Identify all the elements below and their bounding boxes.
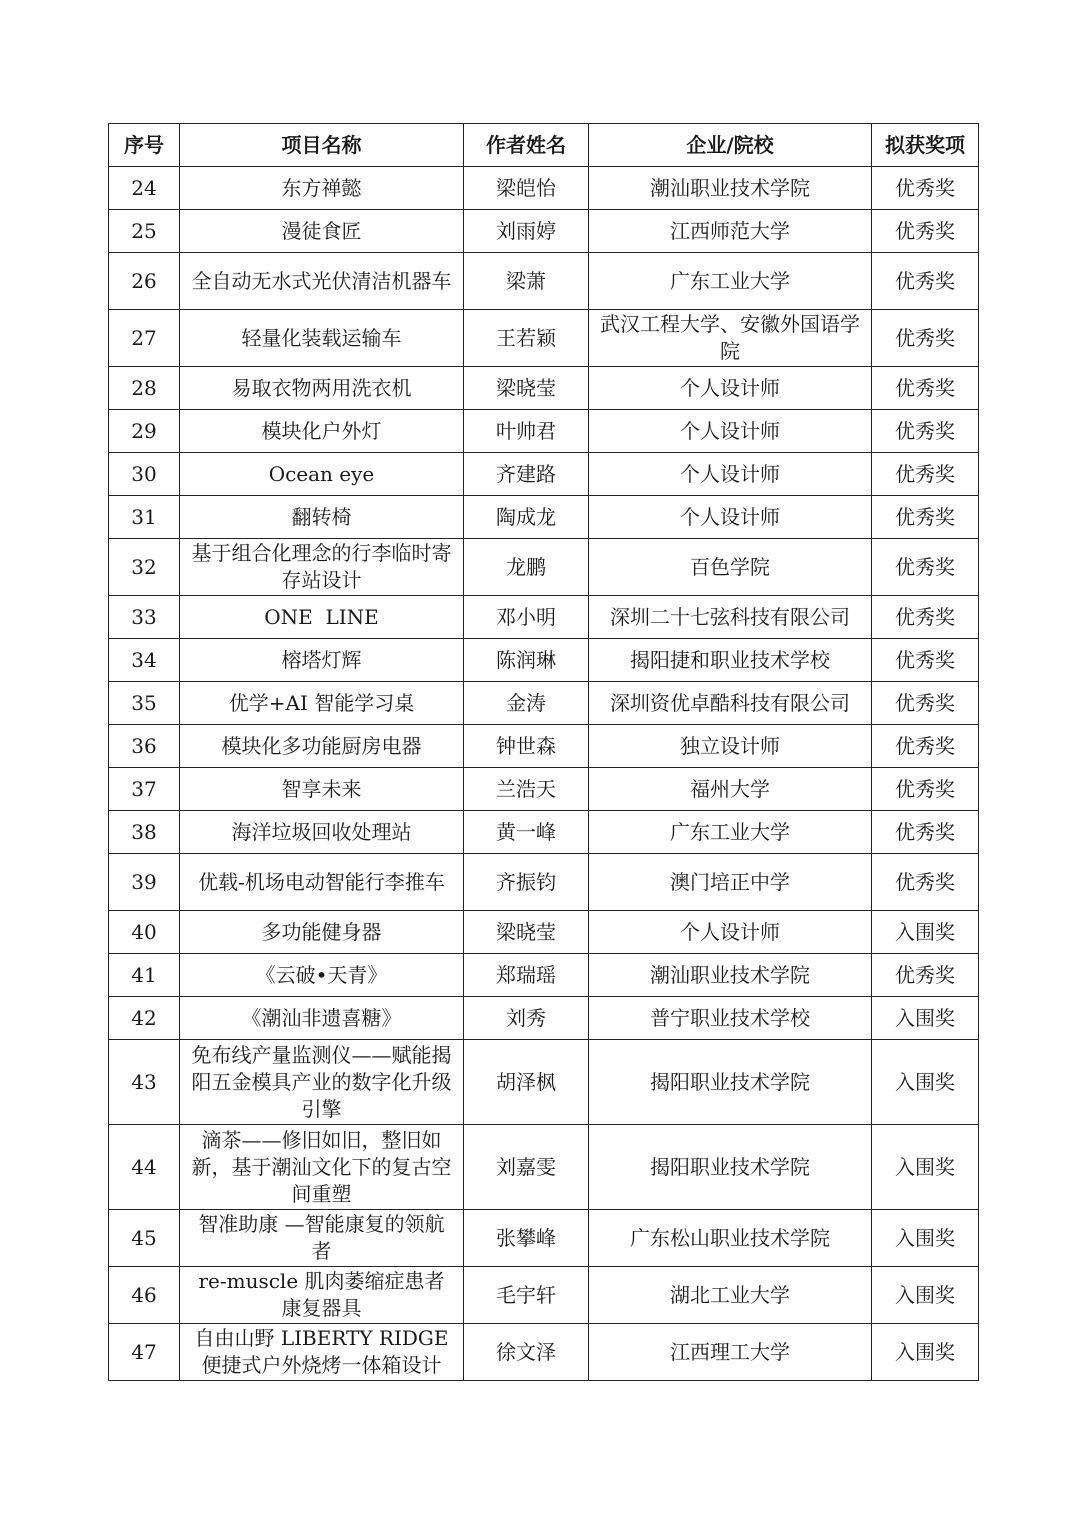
row-no: 27 (109, 310, 180, 367)
table-row (109, 1040, 979, 1125)
row-project-name: 榕塔灯辉 (180, 639, 464, 682)
row-no: 24 (109, 167, 180, 210)
row-author: 刘雨婷 (464, 210, 589, 253)
table-row (109, 997, 979, 1040)
row-project-name: 自由山野 LIBERTY RIDGE 便捷式户外烧烤一体箱设计 (180, 1324, 464, 1381)
row-author: 刘嘉雯 (464, 1125, 589, 1210)
row-organization: 揭阳捷和职业技术学校 (589, 639, 872, 682)
row-organization: 江西师范大学 (589, 210, 872, 253)
row-no: 39 (109, 854, 180, 911)
table-row (109, 539, 979, 596)
table-row (109, 596, 979, 639)
row-organization: 揭阳职业技术学院 (589, 1125, 872, 1210)
table-row (109, 410, 979, 453)
row-award: 优秀奖 (872, 954, 979, 997)
row-organization: 广东工业大学 (589, 811, 872, 854)
table-row (109, 1324, 979, 1381)
table-row (109, 854, 979, 911)
row-project-name: Ocean eye (180, 453, 464, 496)
table-row (109, 768, 979, 811)
row-no: 25 (109, 210, 180, 253)
row-award: 入围奖 (872, 911, 979, 954)
header-award: 拟获奖项 (872, 124, 979, 167)
table-row (109, 1125, 979, 1210)
table-row (109, 367, 979, 410)
row-author: 齐建路 (464, 453, 589, 496)
row-award: 优秀奖 (872, 210, 979, 253)
header-organization: 企业/院校 (589, 124, 872, 167)
row-award: 优秀奖 (872, 253, 979, 310)
row-award: 优秀奖 (872, 453, 979, 496)
row-author: 郑瑞瑶 (464, 954, 589, 997)
row-project-name: 模块化户外灯 (180, 410, 464, 453)
row-project-name: 滴茶——修旧如旧，整旧如新，基于潮汕文化下的复古空间重塑 (180, 1125, 464, 1210)
row-author: 徐文泽 (464, 1324, 589, 1381)
row-no: 46 (109, 1267, 180, 1324)
row-author: 梁皑怡 (464, 167, 589, 210)
row-project-name: 全自动无水式光伏清洁机器车 (180, 253, 464, 310)
row-author: 张攀峰 (464, 1210, 589, 1267)
row-award: 优秀奖 (872, 639, 979, 682)
row-author: 梁晓莹 (464, 367, 589, 410)
table-row (109, 911, 979, 954)
row-organization: 个人设计师 (589, 911, 872, 954)
table-row (109, 496, 979, 539)
row-organization: 澳门培正中学 (589, 854, 872, 911)
row-no: 45 (109, 1210, 180, 1267)
row-author: 金涛 (464, 682, 589, 725)
row-award: 优秀奖 (872, 682, 979, 725)
table-row (109, 1210, 979, 1267)
row-author: 邓小明 (464, 596, 589, 639)
row-project-name: 优学+AI 智能学习桌 (180, 682, 464, 725)
table-row (109, 210, 979, 253)
row-project-name: 海洋垃圾回收处理站 (180, 811, 464, 854)
table-row (109, 1267, 979, 1324)
row-organization: 广东松山职业技术学院 (589, 1210, 872, 1267)
row-no: 28 (109, 367, 180, 410)
row-no: 42 (109, 997, 180, 1040)
row-award: 优秀奖 (872, 367, 979, 410)
row-award: 优秀奖 (872, 167, 979, 210)
row-author: 齐振钧 (464, 854, 589, 911)
row-no: 47 (109, 1324, 180, 1381)
row-no: 26 (109, 253, 180, 310)
row-project-name: 模块化多功能厨房电器 (180, 725, 464, 768)
row-organization: 潮汕职业技术学院 (589, 167, 872, 210)
row-project-name: 易取衣物两用洗衣机 (180, 367, 464, 410)
row-organization: 个人设计师 (589, 496, 872, 539)
row-project-name: 基于组合化理念的行李临时寄存站设计 (180, 539, 464, 596)
row-organization: 揭阳职业技术学院 (589, 1040, 872, 1125)
row-author: 黄一峰 (464, 811, 589, 854)
row-no: 30 (109, 453, 180, 496)
table-row (109, 811, 979, 854)
row-project-name: 智享未来 (180, 768, 464, 811)
row-organization: 个人设计师 (589, 453, 872, 496)
row-project-name: 东方禅懿 (180, 167, 464, 210)
row-organization: 广东工业大学 (589, 253, 872, 310)
row-award: 优秀奖 (872, 596, 979, 639)
table-row (109, 954, 979, 997)
row-organization: 个人设计师 (589, 410, 872, 453)
row-project-name: 智准助康 —智能康复的领航者 (180, 1210, 464, 1267)
row-organization: 独立设计师 (589, 725, 872, 768)
row-no: 36 (109, 725, 180, 768)
row-award: 优秀奖 (872, 725, 979, 768)
header-no: 序号 (109, 124, 180, 167)
award-table (108, 123, 979, 1381)
table-row (109, 453, 979, 496)
row-author: 钟世森 (464, 725, 589, 768)
row-award: 优秀奖 (872, 768, 979, 811)
table-row (109, 167, 979, 210)
header-author: 作者姓名 (464, 124, 589, 167)
row-award: 优秀奖 (872, 496, 979, 539)
header-project-name: 项目名称 (180, 124, 464, 167)
table-row (109, 310, 979, 367)
row-no: 29 (109, 410, 180, 453)
row-author: 叶帅君 (464, 410, 589, 453)
row-organization: 深圳二十七弦科技有限公司 (589, 596, 872, 639)
row-author: 王若颖 (464, 310, 589, 367)
row-no: 40 (109, 911, 180, 954)
row-award: 入围奖 (872, 1210, 979, 1267)
row-project-name: 优载-机场电动智能行李推车 (180, 854, 464, 911)
header-row (109, 124, 979, 167)
row-author: 陶成龙 (464, 496, 589, 539)
row-organization: 福州大学 (589, 768, 872, 811)
row-no: 38 (109, 811, 180, 854)
row-organization: 武汉工程大学、安徽外国语学院 (589, 310, 872, 367)
row-award: 优秀奖 (872, 854, 979, 911)
row-organization: 江西理工大学 (589, 1324, 872, 1381)
row-organization: 百色学院 (589, 539, 872, 596)
row-project-name: 多功能健身器 (180, 911, 464, 954)
row-no: 31 (109, 496, 180, 539)
row-author: 胡泽枫 (464, 1040, 589, 1125)
row-award: 入围奖 (872, 1267, 979, 1324)
row-project-name: re-muscle 肌肉萎缩症患者康复器具 (180, 1267, 464, 1324)
row-project-name: 《云破•天青》 (180, 954, 464, 997)
row-no: 43 (109, 1040, 180, 1125)
table-row (109, 682, 979, 725)
row-organization: 潮汕职业技术学院 (589, 954, 872, 997)
row-no: 32 (109, 539, 180, 596)
row-project-name: ONE LINE (180, 596, 464, 639)
row-award: 入围奖 (872, 1040, 979, 1125)
row-no: 35 (109, 682, 180, 725)
row-no: 41 (109, 954, 180, 997)
row-no: 37 (109, 768, 180, 811)
row-project-name: 翻转椅 (180, 496, 464, 539)
row-award: 入围奖 (872, 997, 979, 1040)
row-project-name: 免布线产量监测仪——赋能揭阳五金模具产业的数字化升级引擎 (180, 1040, 464, 1125)
row-award: 入围奖 (872, 1125, 979, 1210)
row-author: 刘秀 (464, 997, 589, 1040)
row-no: 44 (109, 1125, 180, 1210)
table-row (109, 725, 979, 768)
row-author: 陈润琳 (464, 639, 589, 682)
row-no: 34 (109, 639, 180, 682)
row-project-name: 漫徒食匠 (180, 210, 464, 253)
table-row (109, 253, 979, 310)
row-author: 毛宇轩 (464, 1267, 589, 1324)
row-award: 优秀奖 (872, 811, 979, 854)
row-no: 33 (109, 596, 180, 639)
row-organization: 个人设计师 (589, 367, 872, 410)
row-award: 优秀奖 (872, 539, 979, 596)
row-author: 梁晓莹 (464, 911, 589, 954)
table-row (109, 639, 979, 682)
row-award: 入围奖 (872, 1324, 979, 1381)
row-project-name: 轻量化装载运输车 (180, 310, 464, 367)
row-author: 兰浩天 (464, 768, 589, 811)
row-organization: 深圳资优卓酷科技有限公司 (589, 682, 872, 725)
row-award: 优秀奖 (872, 410, 979, 453)
row-author: 龙鹏 (464, 539, 589, 596)
row-award: 优秀奖 (872, 310, 979, 367)
row-project-name: 《潮汕非遗喜糖》 (180, 997, 464, 1040)
row-organization: 普宁职业技术学校 (589, 997, 872, 1040)
row-author: 梁萧 (464, 253, 589, 310)
row-organization: 湖北工业大学 (589, 1267, 872, 1324)
